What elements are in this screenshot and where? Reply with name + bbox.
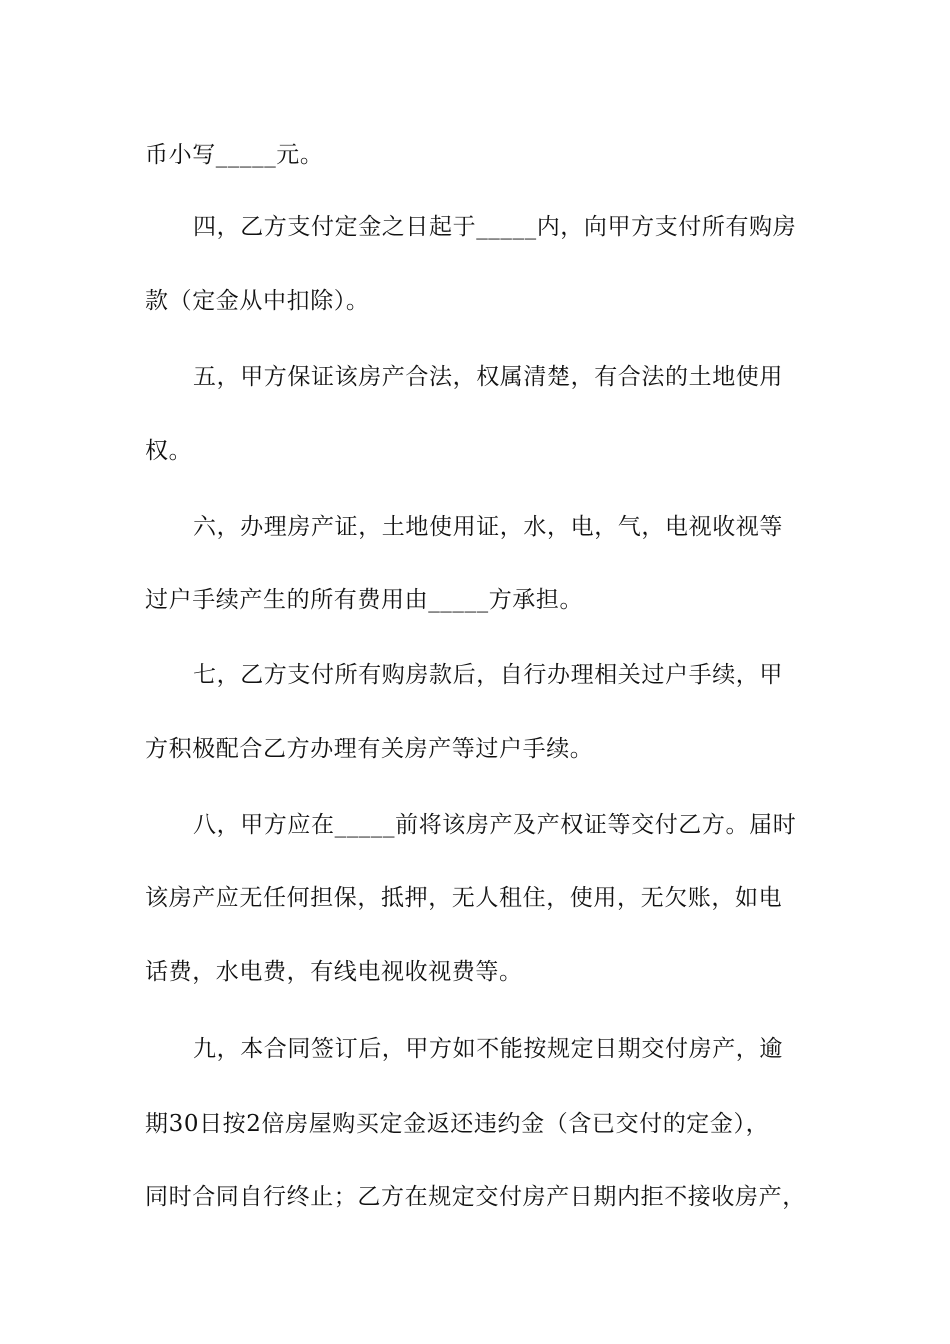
- text-line-1: 币小写_____元。: [145, 142, 324, 168]
- clause-9-line-1: 九，本合同签订后，甲方如不能按规定日期交付房产，逾: [193, 1036, 783, 1062]
- clause-8-line-1: 八，甲方应在_____前将该房产及产权证等交付乙方。届时: [193, 812, 797, 838]
- clause-8-line-3: 话费，水电费，有线电视收视费等。: [145, 959, 523, 985]
- clause-5-line-1: 五，甲方保证该房产合法，权属清楚，有合法的土地使用: [193, 364, 783, 390]
- clause-5-line-2: 权。: [145, 438, 193, 464]
- clause-4-line-1: 四，乙方支付定金之日起于_____内，向甲方支付所有购房: [193, 214, 797, 240]
- clause-7-line-2: 方积极配合乙方办理有关房产等过户手续。: [145, 736, 594, 762]
- clause-8-line-2: 该房产应无任何担保，抵押，无人租住，使用，无欠账，如电: [145, 885, 783, 911]
- clause-9-line-3: 同时合同自行终止；乙方在规定交付房产日期内拒不接收房产，: [145, 1184, 806, 1210]
- clause-6-line-2: 过户手续产生的所有费用由_____方承担。: [145, 587, 584, 613]
- clause-9-line-2: 期30日按2倍房屋购买定金返还违约金（含已交付的定金），: [145, 1111, 770, 1137]
- clause-6-line-1: 六，办理房产证，土地使用证，水，电，气，电视收视等: [193, 514, 783, 540]
- clause-7-line-1: 七，乙方支付所有购房款后，自行办理相关过户手续，甲: [193, 662, 783, 688]
- clause-4-line-2: 款（定金从中扣除）。: [145, 288, 370, 314]
